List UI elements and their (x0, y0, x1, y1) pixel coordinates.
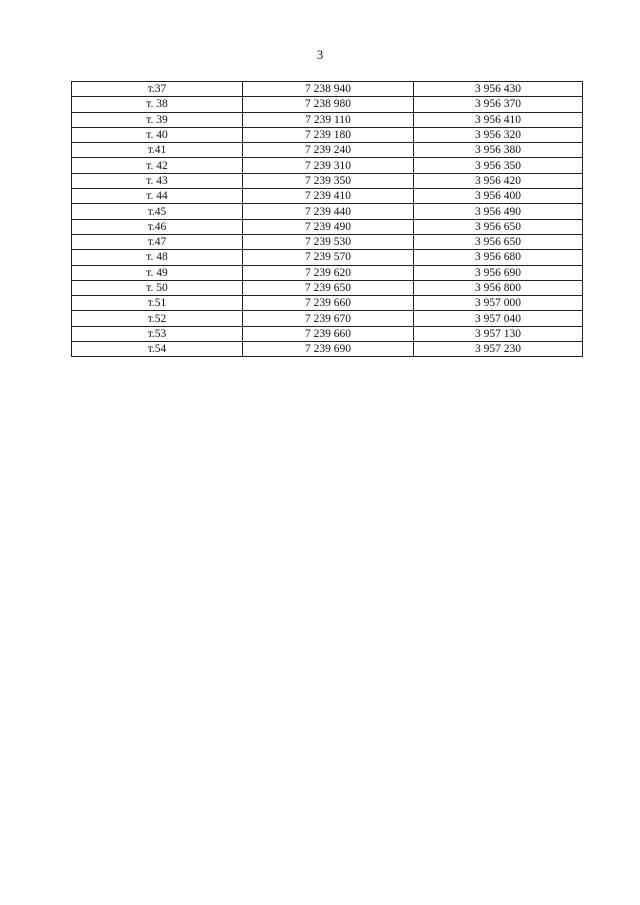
x-coordinate-cell: 7 239 670 (243, 311, 414, 326)
x-coordinate-cell: 7 239 650 (243, 280, 414, 295)
point-label-cell: т. 48 (72, 250, 243, 265)
point-label-cell: т.46 (72, 219, 243, 234)
x-coordinate-cell: 7 239 620 (243, 265, 414, 280)
x-coordinate-cell: 7 239 660 (243, 326, 414, 341)
point-label-cell: т.37 (72, 82, 243, 97)
table-row (72, 326, 583, 341)
point-label-cell: т. 42 (72, 158, 243, 173)
table-row (72, 82, 583, 97)
y-coordinate-cell: 3 956 680 (414, 250, 583, 265)
y-coordinate-cell: 3 956 430 (414, 82, 583, 97)
x-coordinate-cell: 7 239 490 (243, 219, 414, 234)
y-coordinate-cell: 3 956 380 (414, 143, 583, 158)
table-row (72, 311, 583, 326)
y-coordinate-cell: 3 956 420 (414, 173, 583, 188)
coordinates-table (71, 81, 583, 357)
table-row (72, 189, 583, 204)
y-coordinate-cell: 3 956 650 (414, 219, 583, 234)
x-coordinate-cell: 7 239 350 (243, 173, 414, 188)
table-row (72, 158, 583, 173)
x-coordinate-cell: 7 239 570 (243, 250, 414, 265)
x-coordinate-cell: 7 239 690 (243, 342, 414, 357)
y-coordinate-cell: 3 957 230 (414, 342, 583, 357)
y-coordinate-cell: 3 956 400 (414, 189, 583, 204)
table-row (72, 97, 583, 112)
point-label-cell: т. 44 (72, 189, 243, 204)
table-row (72, 204, 583, 219)
table-row (72, 173, 583, 188)
point-label-cell: т.54 (72, 342, 243, 357)
point-label-cell: т.41 (72, 143, 243, 158)
y-coordinate-cell: 3 957 040 (414, 311, 583, 326)
y-coordinate-cell: 3 956 320 (414, 127, 583, 142)
y-coordinate-cell: 3 956 370 (414, 97, 583, 112)
x-coordinate-cell: 7 238 980 (243, 97, 414, 112)
point-label-cell: т.45 (72, 204, 243, 219)
point-label-cell: т. 49 (72, 265, 243, 280)
table-row (72, 234, 583, 249)
point-label-cell: т. 40 (72, 127, 243, 142)
x-coordinate-cell: 7 239 410 (243, 189, 414, 204)
point-label-cell: т. 39 (72, 112, 243, 127)
x-coordinate-cell: 7 239 110 (243, 112, 414, 127)
y-coordinate-cell: 3 956 350 (414, 158, 583, 173)
x-coordinate-cell: 7 239 240 (243, 143, 414, 158)
coordinates-table-body (72, 82, 583, 357)
y-coordinate-cell: 3 956 650 (414, 234, 583, 249)
x-coordinate-cell: 7 239 180 (243, 127, 414, 142)
point-label-cell: т.51 (72, 296, 243, 311)
y-coordinate-cell: 3 956 410 (414, 112, 583, 127)
point-label-cell: т.53 (72, 326, 243, 341)
table-row (72, 112, 583, 127)
point-label-cell: т. 43 (72, 173, 243, 188)
page-number: 3 (316, 47, 324, 62)
y-coordinate-cell: 3 956 800 (414, 280, 583, 295)
point-label-cell: т. 38 (72, 97, 243, 112)
x-coordinate-cell: 7 239 530 (243, 234, 414, 249)
table-row (72, 219, 583, 234)
x-coordinate-cell: 7 239 310 (243, 158, 414, 173)
y-coordinate-cell: 3 956 490 (414, 204, 583, 219)
table-row (72, 250, 583, 265)
point-label-cell: т. 50 (72, 280, 243, 295)
y-coordinate-cell: 3 956 690 (414, 265, 583, 280)
x-coordinate-cell: 7 238 940 (243, 82, 414, 97)
y-coordinate-cell: 3 957 000 (414, 296, 583, 311)
y-coordinate-cell: 3 957 130 (414, 326, 583, 341)
table-row (72, 342, 583, 357)
table-row (72, 127, 583, 142)
table-row (72, 296, 583, 311)
table-row (72, 265, 583, 280)
point-label-cell: т.52 (72, 311, 243, 326)
table-row (72, 143, 583, 158)
x-coordinate-cell: 7 239 440 (243, 204, 414, 219)
table-row (72, 280, 583, 295)
x-coordinate-cell: 7 239 660 (243, 296, 414, 311)
point-label-cell: т.47 (72, 234, 243, 249)
